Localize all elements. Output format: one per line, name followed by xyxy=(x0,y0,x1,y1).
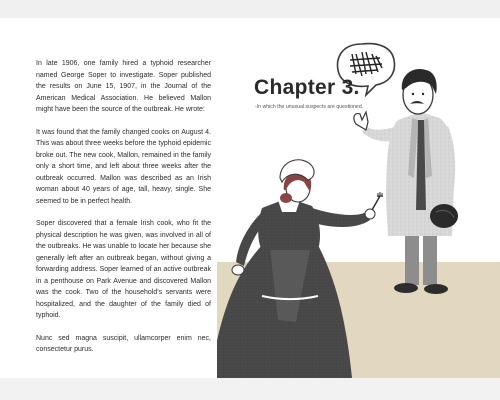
chapter-subtitle: -In which the unusual suspects are questioned. xyxy=(255,104,364,110)
paragraph-3: Soper discovered that a female Irish cook, who fit the physical description he was given, was involved in all of the outbreaks. He was unable to locate her because she generally left after an outbreak began, without giving a forwarding address. Soper learned of an active outbreak in a penthouse on Park Avenue and discovered Mallon was the cook. Two of the household's servants were hospitalized, and the daughter of the family died of typhoid. xyxy=(36,220,211,319)
paragraph-2: It was found that the family changed cooks on August 4. This was about three weeks before the typhoid epidemic broke out. The new cook, Mallon, remained in the family only a short time, and left about three weeks after the outbreak occurred. Mallon was described as an Irish woman about 40 years of age, tall, heavy, single. She seemed to be in perfect health. xyxy=(36,128,211,205)
chapter-body-text xyxy=(36,58,211,367)
paragraph-1: In late 1906, one family hired a typhoid researcher named George Soper to investigate. Soper published the results on June 15, 1907, in the Journal of the American Medical Association. He believed Mallon might have been the source of the outbreak. He wrote: xyxy=(36,60,211,113)
doctor-figure xyxy=(354,69,458,294)
chapter-title: Chapter 3. xyxy=(254,76,360,99)
paragraph-4: Nunc sed magna suscipit, ullamcorper enim nec, consectetur purus. xyxy=(36,334,211,353)
cook-figure xyxy=(210,160,383,378)
